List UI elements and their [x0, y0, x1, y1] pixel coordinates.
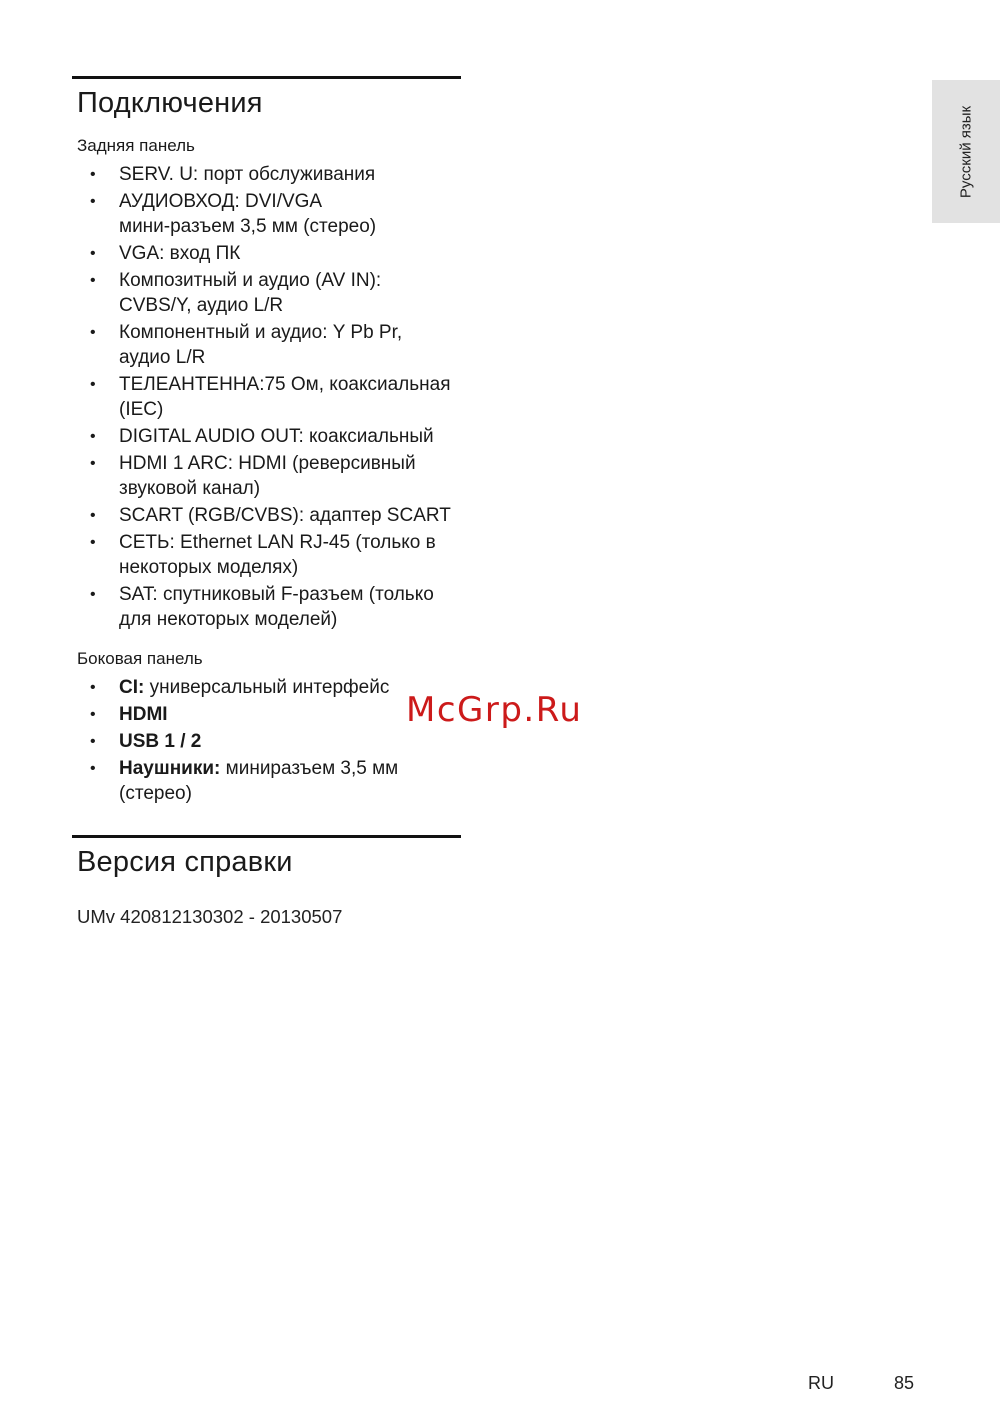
bullet-icon: • — [90, 586, 96, 603]
bullet-icon: • — [90, 760, 96, 777]
list-item — [72, 424, 461, 449]
bullet-icon: • — [90, 507, 96, 524]
list-item-text: Компонентный и аудио: Y Pb Pr, аудио L/R — [119, 322, 403, 368]
list-item-term: CI: — [119, 677, 145, 698]
list-item-term: USB 1 / 2 — [119, 731, 202, 752]
list-item — [72, 675, 461, 700]
side-panel-heading: Боковая панель — [77, 649, 203, 668]
bullet-icon: • — [90, 324, 96, 341]
list-item — [72, 503, 461, 528]
list-item — [72, 756, 461, 806]
list-item-text: универсальный интерфейс — [144, 677, 390, 698]
language-tab — [932, 80, 1000, 223]
bullet-icon: • — [90, 428, 96, 445]
rear-panel-heading: Задняя панель — [77, 136, 195, 155]
list-item-text: SAT: спутниковый F-разъем (только для некоторых моделей) — [119, 584, 434, 630]
bullet-icon: • — [90, 193, 96, 210]
list-item — [72, 582, 461, 632]
bullet-icon: • — [90, 679, 96, 696]
bullet-icon: • — [90, 455, 96, 472]
help-version-title: Версия справки — [77, 846, 293, 878]
connections-section — [72, 76, 461, 808]
list-item — [72, 241, 461, 266]
footer-page-number: 85 — [894, 1373, 915, 1393]
list-item-text: АУДИОВХОД: DVI/VGA мини-разъем 3,5 мм (стерео) — [119, 191, 377, 237]
bullet-icon: • — [90, 534, 96, 551]
list-item-text: ТЕЛЕАНТЕННА:75 Ом, коаксиальная (IEC) — [119, 374, 451, 420]
list-item — [72, 729, 461, 754]
bullet-icon: • — [90, 245, 96, 262]
section-rule — [72, 835, 461, 838]
list-item — [72, 320, 461, 370]
connections-title: Подключения — [77, 87, 263, 119]
rear-panel-list — [72, 162, 461, 632]
help-version-value: UMv 420812130302 - 20130507 — [77, 906, 343, 927]
list-item-term: Наушники: — [119, 758, 221, 779]
list-item — [72, 162, 461, 187]
list-item-text: VGA: вход ПК — [119, 243, 241, 264]
list-item-text: HDMI 1 ARC: HDMI (реверсивный звуковой канал) — [119, 453, 416, 499]
list-item — [72, 702, 461, 727]
list-item — [72, 189, 461, 239]
bullet-icon: • — [90, 166, 96, 183]
section-rule — [72, 76, 461, 79]
bullet-icon: • — [90, 733, 96, 750]
bullet-icon: • — [90, 272, 96, 289]
bullet-icon: • — [90, 706, 96, 723]
list-item — [72, 451, 461, 501]
list-item — [72, 530, 461, 580]
language-tab-label: Русский язык — [957, 105, 975, 198]
watermark: McGrp.Ru — [406, 690, 583, 730]
list-item-text: SERV. U: порт обслуживания — [119, 164, 376, 185]
list-item-text: СЕТЬ: Ethernet LAN RJ-45 (только в некоторых моделях) — [119, 532, 436, 578]
side-panel-list — [72, 675, 461, 806]
list-item — [72, 268, 461, 318]
footer-language: RU — [808, 1373, 834, 1393]
list-item — [72, 372, 461, 422]
help-version-section — [72, 835, 461, 928]
list-item-text: миниразъем 3,5 мм (стерео) — [119, 758, 399, 804]
bullet-icon: • — [90, 376, 96, 393]
list-item-text: Композитный и аудио (AV IN): CVBS/Y, аудио L/R — [119, 270, 382, 316]
list-item-term: HDMI — [119, 704, 168, 725]
list-item-text: SCART (RGB/CVBS): адаптер SCART — [119, 505, 451, 526]
list-item-text: DIGITAL AUDIO OUT: коаксиальный — [119, 426, 434, 447]
